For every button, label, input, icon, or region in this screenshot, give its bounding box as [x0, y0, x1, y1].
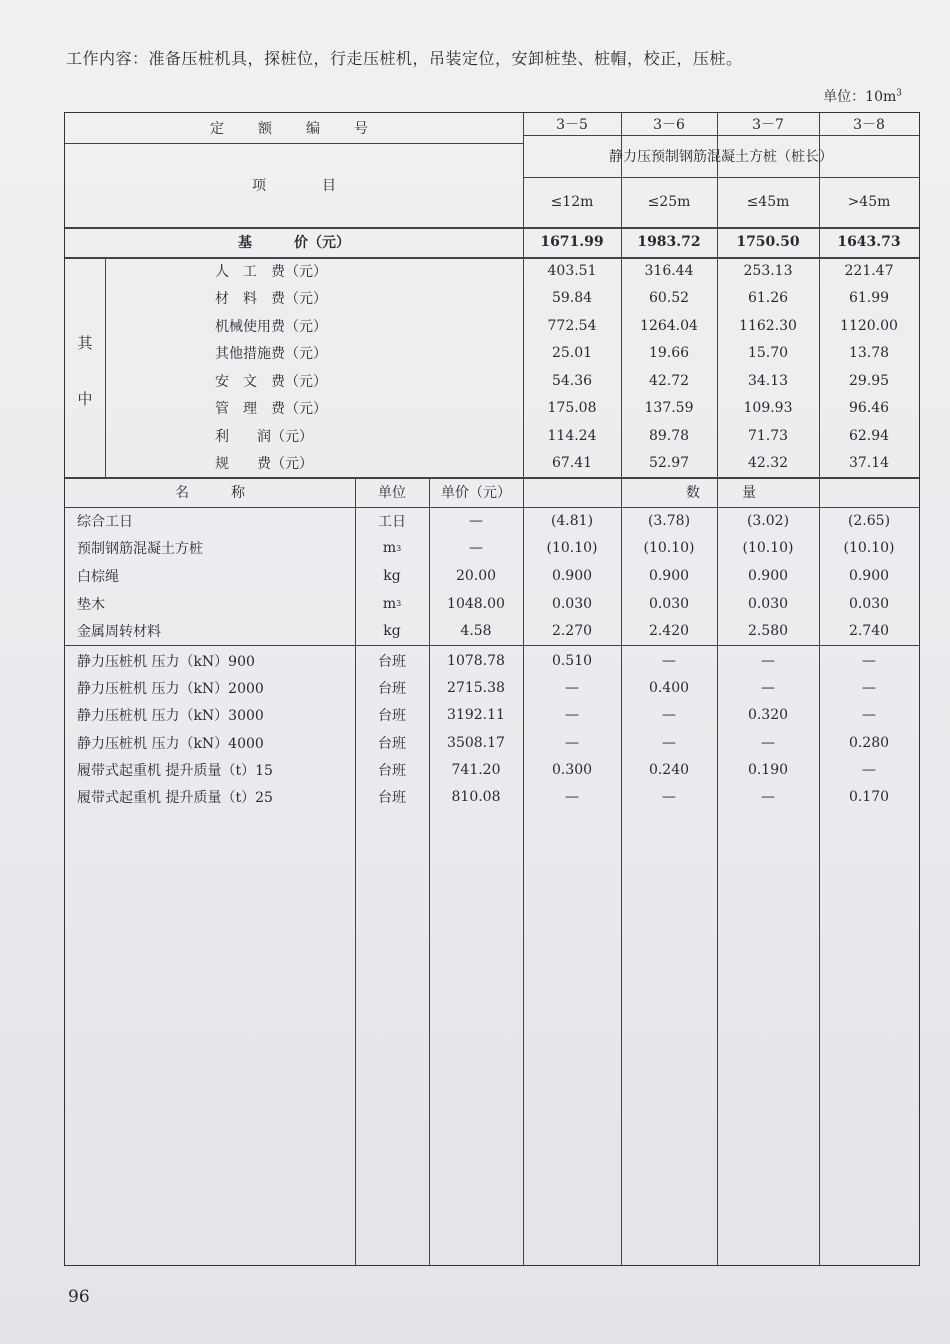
resource-quantity: 0.030: [551, 595, 593, 612]
resource-quantity: 0.030: [747, 595, 789, 612]
resource-quantity: —: [761, 789, 775, 806]
resource-quantity: 0.030: [848, 595, 890, 612]
resource-name: 白棕绳: [77, 568, 119, 585]
breakdown-side-label-1: 其: [77, 333, 93, 352]
unit-label: 单位：$10m^3$: [823, 88, 902, 105]
breakdown-row-value: 109.93: [743, 400, 793, 417]
resource-price: 741.20: [451, 761, 501, 778]
resource-quantity: 2.580: [747, 623, 789, 640]
resource-quantity: 0.900: [551, 567, 593, 584]
resource-price: 2715.38: [447, 679, 505, 696]
breakdown-row-label: 利 润（元）: [215, 428, 313, 445]
resource-quantity: —: [761, 652, 775, 669]
resource-quantity: 0.170: [848, 789, 890, 806]
resource-price: 4.58: [460, 623, 492, 640]
breakdown-row-value: 1162.30: [739, 317, 797, 334]
breakdown-row-value: 1120.00: [840, 317, 898, 334]
quota-code-3: 3－7: [752, 117, 784, 133]
resource-name-header: 名 称: [175, 485, 245, 501]
resource-quantity: (10.10): [643, 540, 695, 557]
resource-price-header: 单价（元）: [441, 485, 511, 501]
length-2: ≤25m: [647, 194, 691, 210]
resource-quantity: —: [862, 707, 876, 724]
work-content: 工作内容：准备压桩机具，探桩位，行走压桩机，吊装定位，安卸桩垫、桩帽，校正，压桩。: [66, 49, 743, 68]
breakdown-row-label: 材 料 费（元）: [215, 291, 327, 308]
resource-quantity: (3.02): [746, 512, 790, 529]
resource-name: 履带式起重机 提升质量（t）25: [77, 790, 273, 807]
resource-quantity: —: [662, 707, 676, 724]
base-price-label: 基 价（元）: [238, 235, 350, 251]
quota-code-4: 3－8: [853, 117, 885, 133]
resource-unit: m 3: [382, 540, 402, 557]
breakdown-row-value: 52.97: [648, 455, 690, 472]
breakdown-row-value: 62.94: [848, 427, 890, 444]
resource-quantity: 2.270: [551, 623, 593, 640]
resource-quantity: (10.10): [742, 540, 794, 557]
resource-unit: kg: [383, 567, 401, 584]
resource-quantity: —: [761, 679, 775, 696]
breakdown-row-value: 42.32: [747, 455, 789, 472]
breakdown-row-value: 59.84: [551, 290, 593, 307]
breakdown-row-value: 89.78: [648, 427, 690, 444]
resource-unit: 工日: [378, 513, 406, 530]
resource-quantity: 0.280: [848, 734, 890, 751]
breakdown-row-value: 19.66: [648, 345, 690, 362]
breakdown-row-value: 772.54: [547, 317, 597, 334]
resource-unit: 台班: [378, 735, 406, 752]
resource-price: —: [469, 512, 483, 529]
resource-quantity: 0.510: [551, 652, 593, 669]
breakdown-row-label: 规 费（元）: [215, 456, 313, 473]
breakdown-row-value: 96.46: [848, 400, 890, 417]
breakdown-row-value: 71.73: [747, 427, 789, 444]
resource-quantity: 0.300: [551, 761, 593, 778]
breakdown-row-value: 15.70: [747, 345, 789, 362]
resource-unit: kg: [383, 623, 401, 640]
resource-price: 1078.78: [447, 652, 505, 669]
resource-name: 静力压桩机 压力（kN）2000: [77, 680, 264, 697]
length-1: ≤12m: [550, 194, 594, 210]
resource-price: 3192.11: [447, 707, 505, 724]
breakdown-row-value: 13.78: [848, 345, 890, 362]
breakdown-side-label-2: 中: [77, 389, 93, 408]
resource-name: 履带式起重机 提升质量（t）15: [77, 762, 273, 779]
resource-quantity: —: [565, 707, 579, 724]
resource-quantity: —: [862, 652, 876, 669]
quota-table: [64, 112, 920, 1266]
breakdown-row-value: 25.01: [551, 345, 593, 362]
resource-unit: 台班: [378, 790, 406, 807]
resource-quantity: —: [565, 734, 579, 751]
resource-price: 1048.00: [447, 595, 505, 612]
breakdown-row-value: 67.41: [551, 455, 593, 472]
resource-quantity: —: [862, 679, 876, 696]
resource-quantity: —: [662, 789, 676, 806]
breakdown-row-value: 137.59: [644, 400, 694, 417]
resource-unit-header: 单位: [378, 485, 406, 501]
breakdown-row-value: 29.95: [848, 372, 890, 389]
resource-quantity: (10.10): [843, 540, 895, 557]
resource-quantity: (10.10): [546, 540, 598, 557]
resource-quantity: 2.740: [848, 623, 890, 640]
resource-unit: 台班: [378, 762, 406, 779]
resource-price: 3508.17: [447, 734, 505, 751]
quota-code-1: 3－5: [556, 117, 588, 133]
base-price-2: 1983.72: [637, 234, 701, 250]
resource-quantity: 2.420: [648, 623, 690, 640]
breakdown-row-label: 其他措施费（元）: [215, 346, 327, 363]
quota-code-2: 3－6: [653, 117, 685, 133]
resource-quantity: (3.78): [647, 512, 691, 529]
group-title: 静力压预制钢筋混凝土方桩（桩长）: [609, 149, 833, 165]
resource-name: 综合工日: [77, 513, 133, 530]
breakdown-row-value: 221.47: [844, 262, 894, 279]
length-3: ≤45m: [746, 194, 790, 210]
resource-quantity: —: [862, 761, 876, 778]
resource-unit: 台班: [378, 708, 406, 725]
resource-quantity: 0.900: [848, 567, 890, 584]
length-4: >45m: [847, 194, 891, 210]
resource-quantity: —: [761, 734, 775, 751]
resource-unit: 台班: [378, 680, 406, 697]
breakdown-row-value: 316.44: [644, 262, 694, 279]
resource-unit: m 3: [382, 595, 402, 612]
resource-quantity: —: [662, 734, 676, 751]
breakdown-row-value: 253.13: [743, 262, 793, 279]
quota-number-label: 定 额 编 号: [210, 121, 378, 137]
resource-quantity: —: [565, 789, 579, 806]
resource-quantity: 0.900: [648, 567, 690, 584]
resource-price: —: [469, 540, 483, 557]
resource-quantity: 0.190: [747, 761, 789, 778]
resource-quantity: 0.400: [648, 679, 690, 696]
page-number: 96: [68, 1287, 90, 1307]
base-price-1: 1671.99: [540, 234, 604, 250]
item-label: 项 目: [252, 178, 336, 194]
resource-price: 20.00: [455, 567, 497, 584]
resource-quantity: 0.240: [648, 761, 690, 778]
breakdown-row-value: 61.26: [747, 290, 789, 307]
resource-quantity: (2.65): [847, 512, 891, 529]
breakdown-row-value: 1264.04: [640, 317, 698, 334]
breakdown-row-value: 114.24: [547, 427, 597, 444]
breakdown-row-label: 管 理 费（元）: [215, 401, 327, 418]
breakdown-row-value: 175.08: [547, 400, 597, 417]
breakdown-row-label: 安 文 费（元）: [215, 373, 327, 390]
breakdown-row-value: 403.51: [547, 262, 597, 279]
resource-quantity: —: [565, 679, 579, 696]
resource-unit: 台班: [378, 653, 406, 670]
resource-quantity: (4.81): [550, 512, 594, 529]
breakdown-row-value: 37.14: [848, 455, 890, 472]
breakdown-row-value: 34.13: [747, 372, 789, 389]
resource-name: 静力压桩机 压力（kN）4000: [77, 735, 264, 752]
base-price-4: 1643.73: [837, 234, 901, 250]
breakdown-row-label: 人 工 费（元）: [215, 263, 327, 280]
resource-name: 金属周转材料: [77, 624, 161, 641]
base-price-3: 1750.50: [736, 234, 800, 250]
resource-price: 810.08: [451, 789, 501, 806]
breakdown-row-value: 54.36: [551, 372, 593, 389]
resource-name: 静力压桩机 压力（kN）900: [77, 653, 255, 670]
resource-name: 预制钢筋混凝土方桩: [77, 541, 203, 558]
breakdown-row-value: 60.52: [648, 290, 690, 307]
breakdown-row-value: 42.72: [648, 372, 690, 389]
resource-name: 垫木: [77, 596, 105, 613]
breakdown-row-label: 机械使用费（元）: [215, 318, 327, 335]
resource-name: 静力压桩机 压力（kN）3000: [77, 708, 264, 725]
resource-quantity: 0.900: [747, 567, 789, 584]
resource-quantity-header: 数 量: [686, 485, 756, 501]
resource-quantity: 0.030: [648, 595, 690, 612]
breakdown-row-value: 61.99: [848, 290, 890, 307]
resource-quantity: 0.320: [747, 707, 789, 724]
resource-quantity: —: [662, 652, 676, 669]
